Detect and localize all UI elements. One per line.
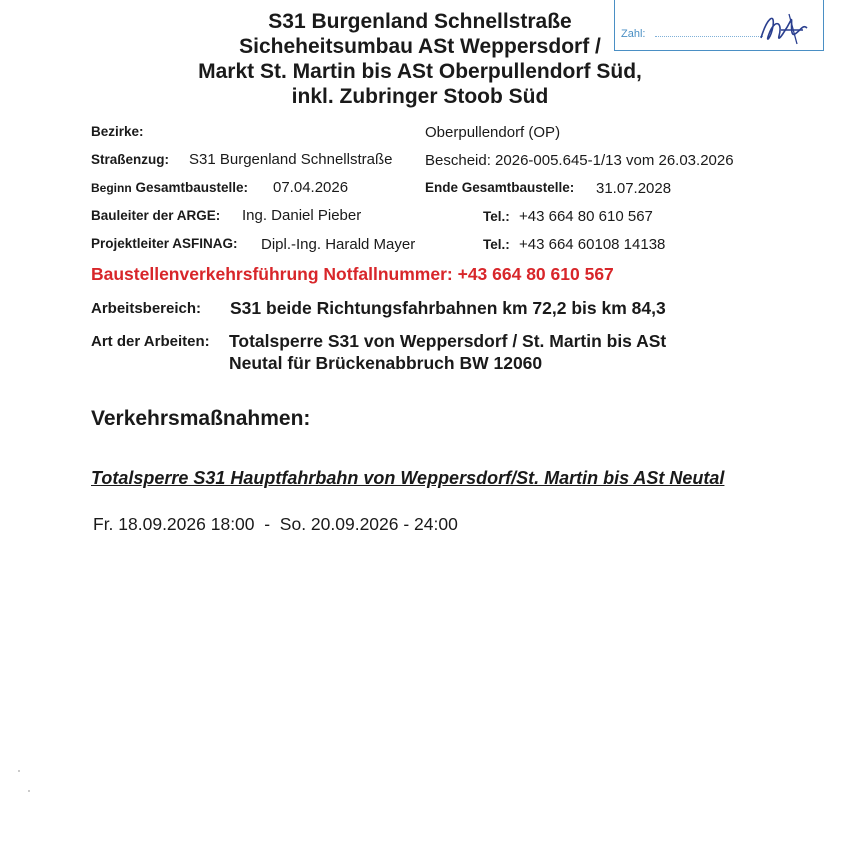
beginn-value: 07.04.2026 [273, 179, 349, 196]
arbeitsbereich-label: Arbeitsbereich: [91, 300, 202, 317]
measure-period: Fr. 18.09.2026 18:00 - So. 20.09.2026 - 24:00 [93, 514, 458, 534]
projektleiter-value: Dipl.-Ing. Harald Mayer [261, 236, 416, 253]
reception-stamp [614, 0, 824, 51]
bezirke-value: Oberpullendorf (OP) [425, 124, 561, 141]
title-line-1: S31 Burgenland Schnellstraße [268, 10, 572, 33]
strassenzug-value: S31 Burgenland Schnellstraße [189, 151, 393, 168]
title-line-4: inkl. Zubringer Stoob Süd [291, 85, 549, 108]
document-title [150, 9, 690, 109]
stamp-label: Zahl: [621, 28, 646, 40]
signature-icon [753, 8, 813, 50]
bezirke-label: Bezirke: [91, 124, 144, 139]
beginn-label: Beginn Gesamtbaustelle: [91, 180, 248, 195]
ende-value: 31.07.2028 [596, 180, 672, 197]
projektleiter-tel-label: Tel.: [483, 237, 510, 252]
bauleiter-label: Bauleiter der ARGE: [91, 208, 221, 223]
art-label: Art der Arbeiten: [91, 333, 210, 350]
bescheid-value: Bescheid: 2026-005.645-1/13 vom 26.03.2026 [425, 152, 734, 169]
scan-speck [18, 770, 20, 772]
title-line-2: Sicheheitsumbau ASt Weppersdorf / [239, 35, 601, 58]
section-heading: Verkehrsmaßnahmen: [91, 407, 311, 430]
projektleiter-tel-value: +43 664 60108 14138 [519, 236, 666, 253]
bauleiter-tel-value: +43 664 80 610 567 [519, 208, 653, 225]
bauleiter-tel-label: Tel.: [483, 209, 510, 224]
art-value-line-1: Totalsperre S31 von Weppersdorf / St. Martin bis ASt [229, 331, 667, 351]
art-value-line-2: Neutal für Brückenabbruch BW 12060 [229, 353, 543, 373]
measure-title: Totalsperre S31 Hauptfahrbahn von Weppersdorf/St. Martin bis ASt Neutal [91, 468, 725, 488]
scan-speck [28, 790, 30, 792]
ende-label: Ende Gesamtbaustelle: [425, 180, 575, 195]
strassenzug-label: Straßenzug: [91, 152, 170, 167]
bauleiter-value: Ing. Daniel Pieber [242, 207, 362, 224]
arbeitsbereich-value: S31 beide Richtungsfahrbahnen km 72,2 bis km 84,3 [230, 298, 666, 318]
emergency-number: Baustellenverkehrsführung Notfallnummer: +43 664 80 610 567 [91, 264, 614, 284]
projektleiter-label: Projektleiter ASFINAG: [91, 236, 238, 251]
title-line-3: Markt St. Martin bis ASt Oberpullendorf Süd, [198, 60, 642, 83]
